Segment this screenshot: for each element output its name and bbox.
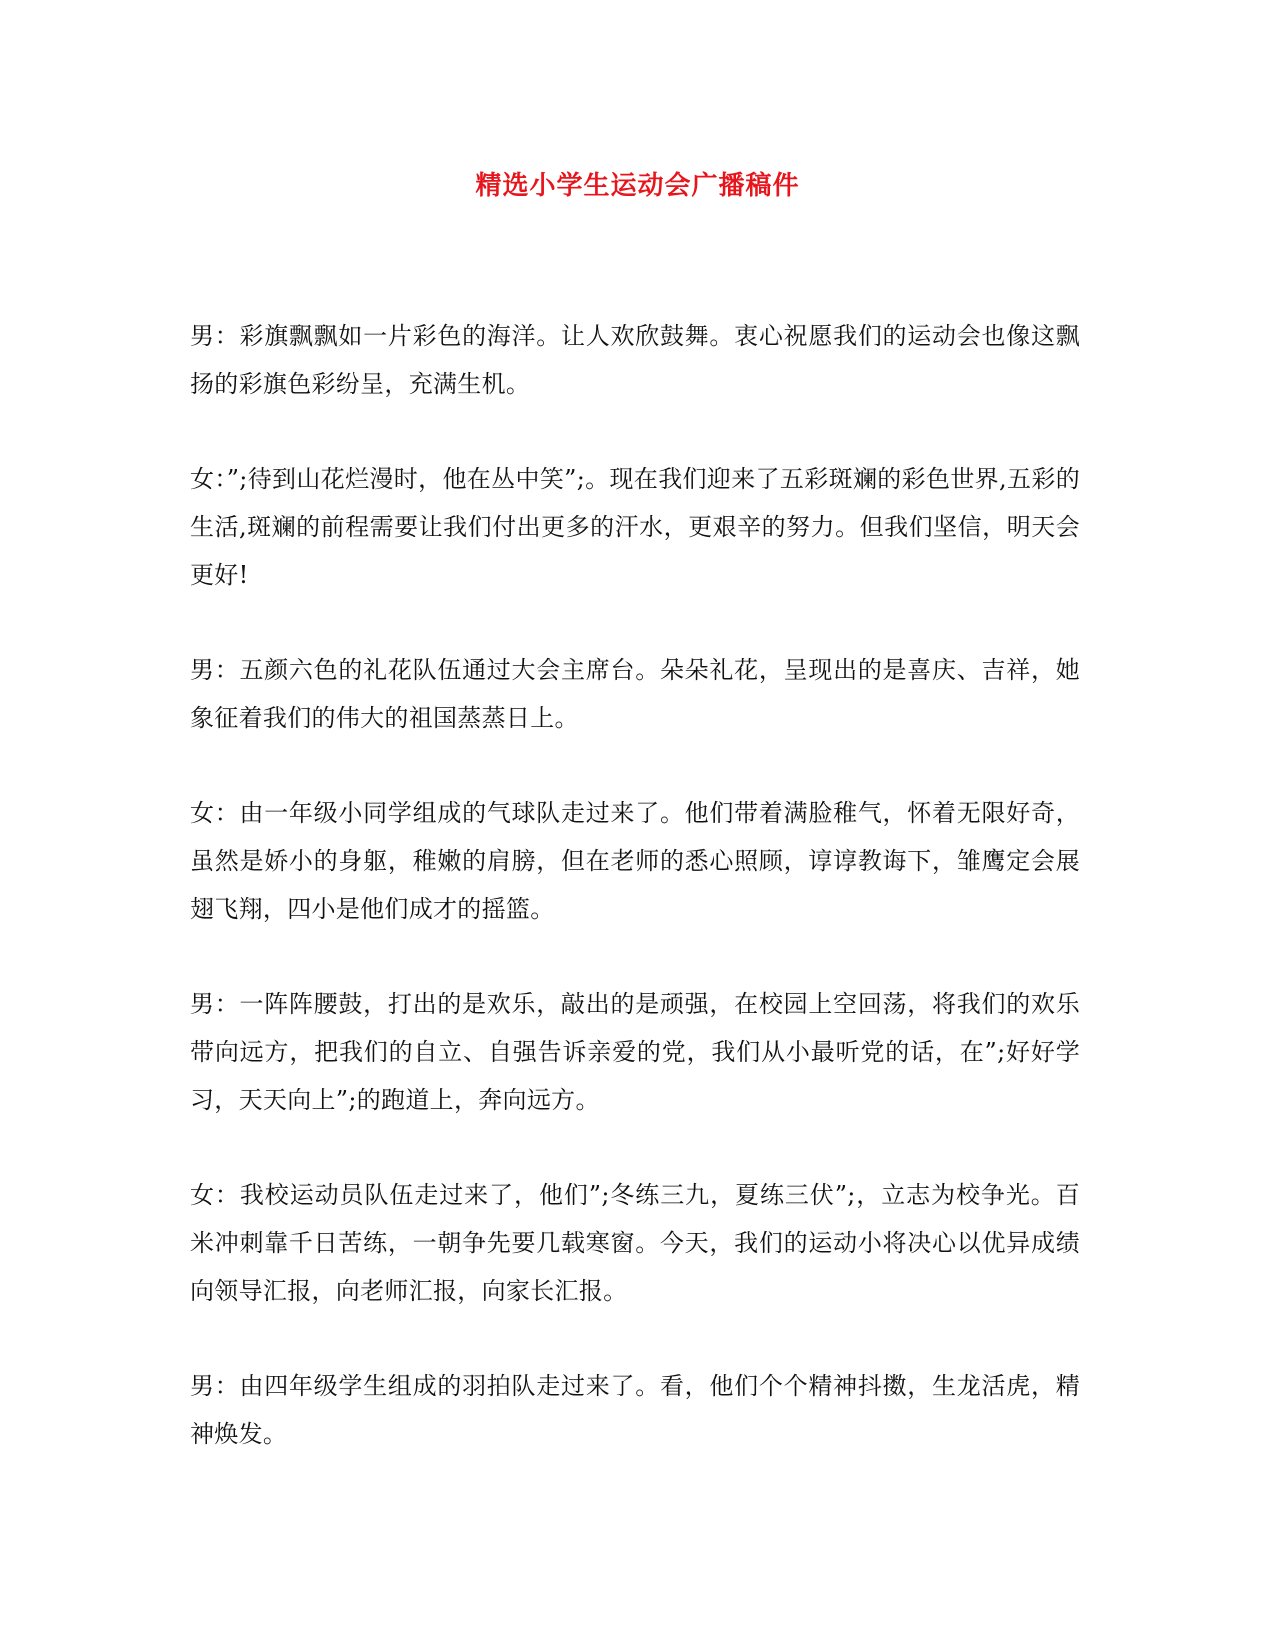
paragraph: 女：”;待到山花烂漫时，他在丛中笑”;。现在我们迎来了五彩斑斓的彩色世界,五彩的生活,斑斓的前程需要让我们付出更多的汗水，更艰辛的努力。但我们坚信，明天会更好! (190, 465, 1080, 589)
paragraph: 男：彩旗飘飘如一片彩色的海洋。让人欢欣鼓舞。衷心祝愿我们的运动会也像这飘扬的彩旗色彩纷呈，充满生机。 (190, 322, 1080, 398)
paragraph: 女：我校运动员队伍走过来了，他们”;冬练三九，夏练三伏”;，立志为校争光。百米冲刺靠千日苦练，一朝争先要几载寒窗。今天，我们的运动小将决心以优异成绩向领导汇报，向老师汇报，向家长汇报。 (190, 1181, 1080, 1305)
paragraph: 男：五颜六色的礼花队伍通过大会主席台。朵朵礼花，呈现出的是喜庆、吉祥，她象征着我们的伟大的祖国蒸蒸日上。 (190, 656, 1080, 732)
document-title: 精选小学生运动会广播稿件 (475, 171, 800, 201)
paragraph: 男：由四年级学生组成的羽拍队走过来了。看，他们个个精神抖擞，生龙活虎，精神焕发。 (190, 1372, 1080, 1448)
paragraph: 女：由一年级小同学组成的气球队走过来了。他们带着满脸稚气，怀着无限好奇，虽然是娇小的身躯，稚嫩的肩膀，但在老师的悉心照顾，谆谆教诲下，雏鹰定会展翅飞翔，四小是他们成才的摇篮。 (190, 799, 1080, 923)
paragraph: 男：一阵阵腰鼓，打出的是欢乐，敲出的是顽强，在校园上空回荡，将我们的欢乐带向远方，把我们的自立、自强告诉亲爱的党，我们从小最听党的话，在”;好好学习，天天向上”;的跑道上，奔向远方。 (190, 990, 1080, 1114)
document-body (190, 312, 1080, 1505)
